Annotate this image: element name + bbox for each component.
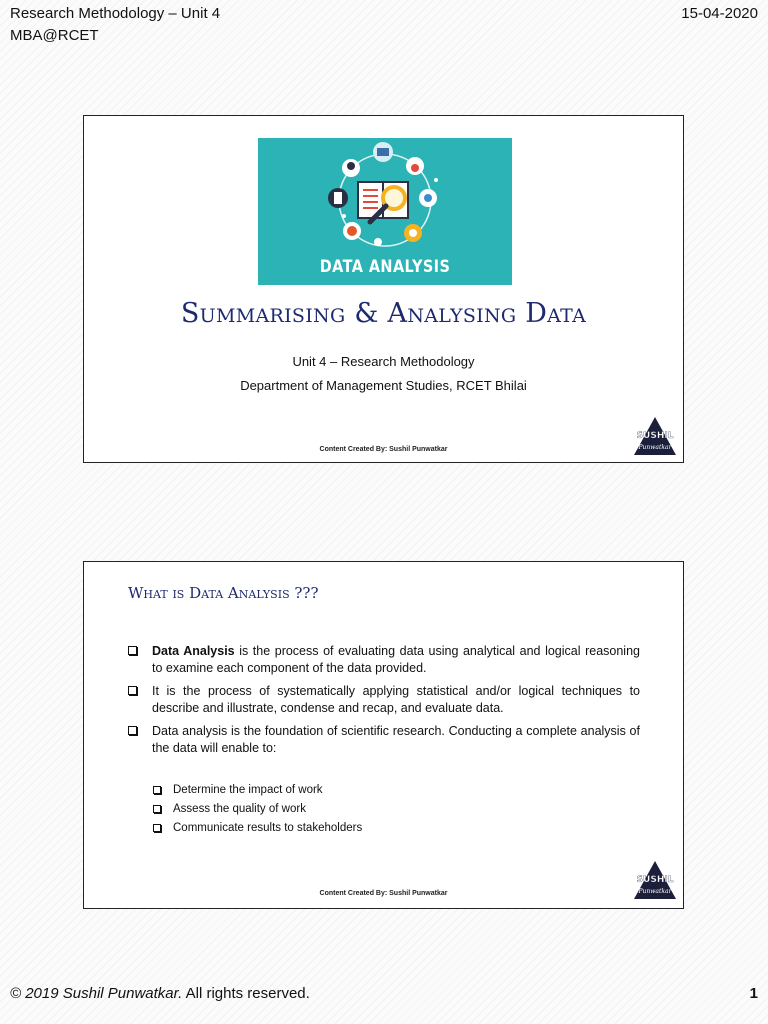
bullet-bold-term: Data Analysis [152, 644, 235, 658]
copyright-notice [10, 985, 310, 1002]
content-credit: Content Created By: Sushil Punwatkar [319, 446, 448, 453]
bullet-item [128, 643, 640, 677]
svg-text:Punwatkar: Punwatkar [638, 444, 672, 451]
document-date: 15-04-2020 [681, 5, 758, 22]
document-course-title: Research Methodology – Unit 4 [10, 5, 221, 22]
banner-label: DATA ANALYSIS [319, 257, 451, 277]
svg-text:SUSHIL: SUSHIL [636, 875, 674, 885]
checkbox-bullet-icon [153, 805, 161, 813]
checkbox-bullet-icon [128, 726, 137, 735]
sub-bullet-text: Assess the quality of work [173, 803, 306, 815]
checkbox-bullet-icon [153, 824, 161, 832]
checkbox-bullet-icon [128, 646, 137, 655]
data-analysis-banner-image [258, 138, 512, 285]
page-number: 1 [749, 985, 758, 1002]
content-credit: Content Created By: Sushil Punwatkar [319, 890, 448, 897]
svg-text:SUSHIL: SUSHIL [636, 431, 674, 441]
sub-bullet-item [153, 783, 323, 798]
checkbox-bullet-icon [128, 686, 137, 695]
checkbox-bullet-icon [153, 786, 161, 794]
slide-heading: What is Data Analysis ??? [128, 584, 319, 602]
bullet-text: It is the process of systematically applying statistical and/or logical techniques to describe and illustrate, condense and recap, and evaluate data. [152, 684, 640, 715]
sub-bullet-text: Determine the impact of work [173, 784, 323, 796]
slide-what-is-data-analysis [83, 561, 684, 909]
bullet-text: Data analysis is the foundation of scientific research. Conducting a complete analysis of the data will enable to: [152, 724, 640, 755]
sushil-logo-icon [633, 416, 677, 456]
sub-bullet-item [153, 821, 362, 836]
slide-subtitle-department: Department of Management Studies, RCET Bhilai [240, 378, 527, 393]
copyright-rest: All rights reserved. [182, 985, 310, 1002]
copyright-italic: © 2019 Sushil Punwatkar. [10, 985, 183, 1002]
bullet-item [128, 683, 640, 717]
sushil-logo-icon [633, 860, 677, 900]
svg-text:Punwatkar: Punwatkar [638, 888, 672, 895]
document-program: MBA@RCET [10, 27, 99, 44]
sub-bullet-text: Communicate results to stakeholders [173, 822, 363, 834]
slide-subtitle-unit: Unit 4 – Research Methodology [292, 354, 475, 369]
slide-title [83, 115, 684, 463]
bullet-text: is the process of evaluating data using analytical and logical reasoning to examine each component of the data provided. [152, 644, 640, 675]
sub-bullet-item [153, 802, 306, 817]
slide-main-title: Summarising & Analysing Data [180, 298, 587, 329]
bullet-item [128, 723, 640, 757]
